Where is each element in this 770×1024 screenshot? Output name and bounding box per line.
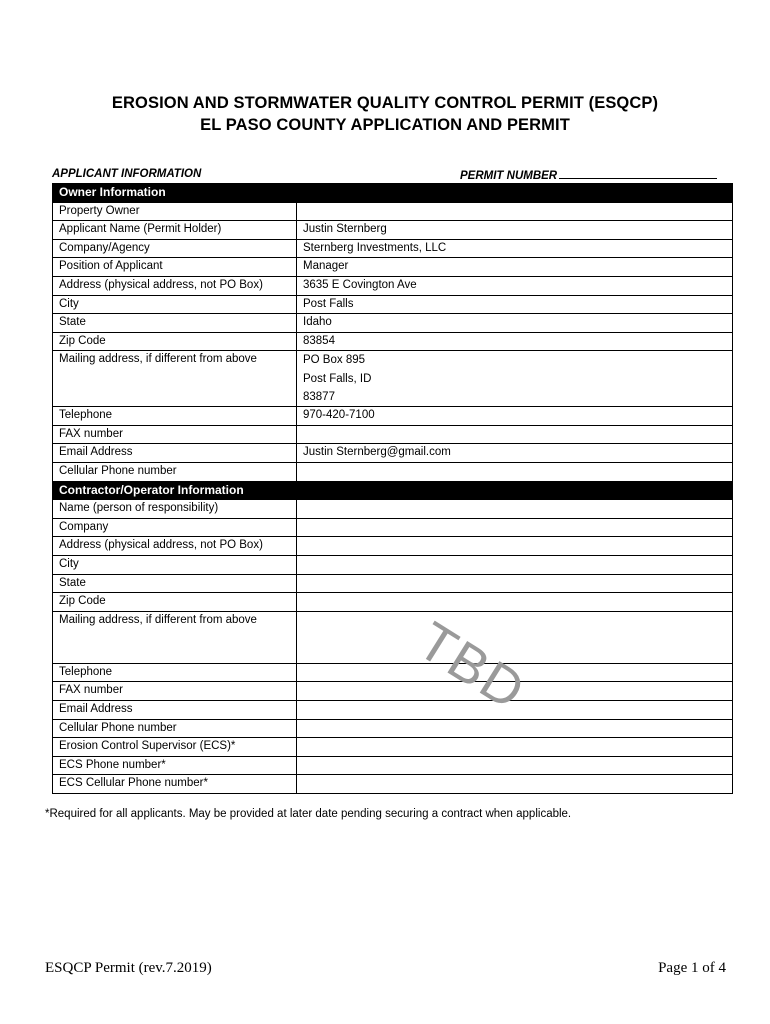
telephone-field[interactable]: 970-420-7100: [297, 407, 733, 426]
contractor-row: [53, 518, 733, 537]
contractor-row: [53, 574, 733, 593]
contractor-row: [53, 738, 733, 757]
company-field[interactable]: Sternberg Investments, LLC: [297, 239, 733, 258]
field-label: FAX number: [53, 425, 297, 444]
field-label: Cellular Phone number: [53, 719, 297, 738]
owner-row: [53, 444, 733, 463]
application-form-table: [52, 183, 733, 794]
email-field[interactable]: Justin Sternberg@gmail.com: [297, 444, 733, 463]
mailing-line: PO Box 895: [303, 354, 366, 367]
field-label: FAX number: [53, 682, 297, 701]
owner-row: [53, 202, 733, 221]
permit-number-field[interactable]: [460, 168, 717, 182]
owner-row: [53, 239, 733, 258]
field-label: Telephone: [53, 407, 297, 426]
contractor-row: [53, 663, 733, 682]
owner-row: [53, 295, 733, 314]
position-field[interactable]: Manager: [297, 258, 733, 277]
field-label: Position of Applicant: [53, 258, 297, 277]
owner-row: [53, 221, 733, 240]
field-label: Mailing address, if different from above: [53, 351, 297, 407]
mailing-line: 83877: [303, 390, 335, 403]
contractor-mailing-field[interactable]: [297, 611, 733, 663]
field-label: Applicant Name (Permit Holder): [53, 221, 297, 240]
contractor-info-header: Contractor/Operator Information: [53, 481, 297, 500]
field-label: Email Address: [53, 700, 297, 719]
mailing-address-field[interactable]: [297, 351, 733, 407]
field-label: Zip Code: [53, 332, 297, 351]
contractor-city-field[interactable]: [297, 555, 733, 574]
document-subtitle: EL PASO COUNTY APPLICATION AND PERMIT: [200, 116, 570, 134]
contractor-name-field[interactable]: [297, 500, 733, 519]
contractor-row: [53, 775, 733, 794]
contractor-address-field[interactable]: [297, 537, 733, 556]
tbd-watermark: TBD: [407, 610, 537, 723]
owner-info-header-row: [53, 184, 733, 203]
owner-row: [53, 314, 733, 333]
field-label: Property Owner: [53, 202, 297, 221]
contractor-row: [53, 593, 733, 612]
contractor-row: [53, 500, 733, 519]
field-label: State: [53, 574, 297, 593]
field-label: Company: [53, 518, 297, 537]
footer-page-number: Page 1 of 4: [658, 960, 726, 976]
state-field[interactable]: Idaho: [297, 314, 733, 333]
field-label: Address (physical address, not PO Box): [53, 537, 297, 556]
field-label: Telephone: [53, 663, 297, 682]
field-label: Name (person of responsibility): [53, 500, 297, 519]
field-label: Cellular Phone number: [53, 463, 297, 482]
contractor-row: [53, 756, 733, 775]
zip-field[interactable]: 83854: [297, 332, 733, 351]
field-label: Mailing address, if different from above: [53, 611, 297, 663]
document-title: EROSION AND STORMWATER QUALITY CONTROL PERMIT (ESQCP): [111, 94, 659, 112]
field-label: City: [53, 555, 297, 574]
address-field[interactable]: 3635 E Covington Ave: [297, 276, 733, 295]
contractor-row: [53, 719, 733, 738]
applicant-name-field[interactable]: Justin Sternberg: [297, 221, 733, 240]
field-label: Address (physical address, not PO Box): [53, 276, 297, 295]
field-label: Company/Agency: [53, 239, 297, 258]
field-label: State: [53, 314, 297, 333]
contractor-zip-field[interactable]: [297, 593, 733, 612]
owner-row: [53, 407, 733, 426]
contractor-row: [53, 682, 733, 701]
contractor-info-header-row: [53, 481, 733, 500]
contractor-row: [53, 700, 733, 719]
field-label: ECS Cellular Phone number*: [53, 775, 297, 794]
owner-row: [53, 425, 733, 444]
ecs-phone-field[interactable]: [297, 756, 733, 775]
permit-number-label: PERMIT NUMBER: [460, 170, 558, 182]
owner-row: [53, 258, 733, 277]
owner-row: [53, 332, 733, 351]
applicant-information-label: APPLICANT INFORMATION: [52, 168, 202, 180]
contractor-state-field[interactable]: [297, 574, 733, 593]
field-label: City: [53, 295, 297, 314]
field-label: Email Address: [53, 444, 297, 463]
contractor-cell-field[interactable]: [297, 719, 733, 738]
contractor-company-field[interactable]: [297, 518, 733, 537]
footnote: *Required for all applicants. May be provided at later date pending securing a contract when applicable.: [45, 808, 572, 820]
owner-row: [53, 463, 733, 482]
owner-info-header: Owner Information: [53, 184, 297, 203]
ecs-cell-field[interactable]: [297, 775, 733, 794]
field-label: ECS Phone number*: [53, 756, 297, 775]
mailing-line: Post Falls, ID: [303, 372, 372, 385]
city-field[interactable]: Post Falls: [297, 295, 733, 314]
ecs-field[interactable]: [297, 738, 733, 757]
permit-number-line: [559, 168, 717, 179]
contractor-row: [53, 611, 733, 663]
field-label: Erosion Control Supervisor (ECS)*: [53, 738, 297, 757]
contractor-row: [53, 537, 733, 556]
owner-row: [53, 351, 733, 407]
field-label: Zip Code: [53, 593, 297, 612]
contractor-row: [53, 555, 733, 574]
fax-field[interactable]: [297, 425, 733, 444]
cell-phone-field[interactable]: [297, 463, 733, 482]
property-owner-field[interactable]: [297, 202, 733, 221]
footer-revision: ESQCP Permit (rev.7.2019): [45, 960, 212, 976]
owner-row: [53, 276, 733, 295]
